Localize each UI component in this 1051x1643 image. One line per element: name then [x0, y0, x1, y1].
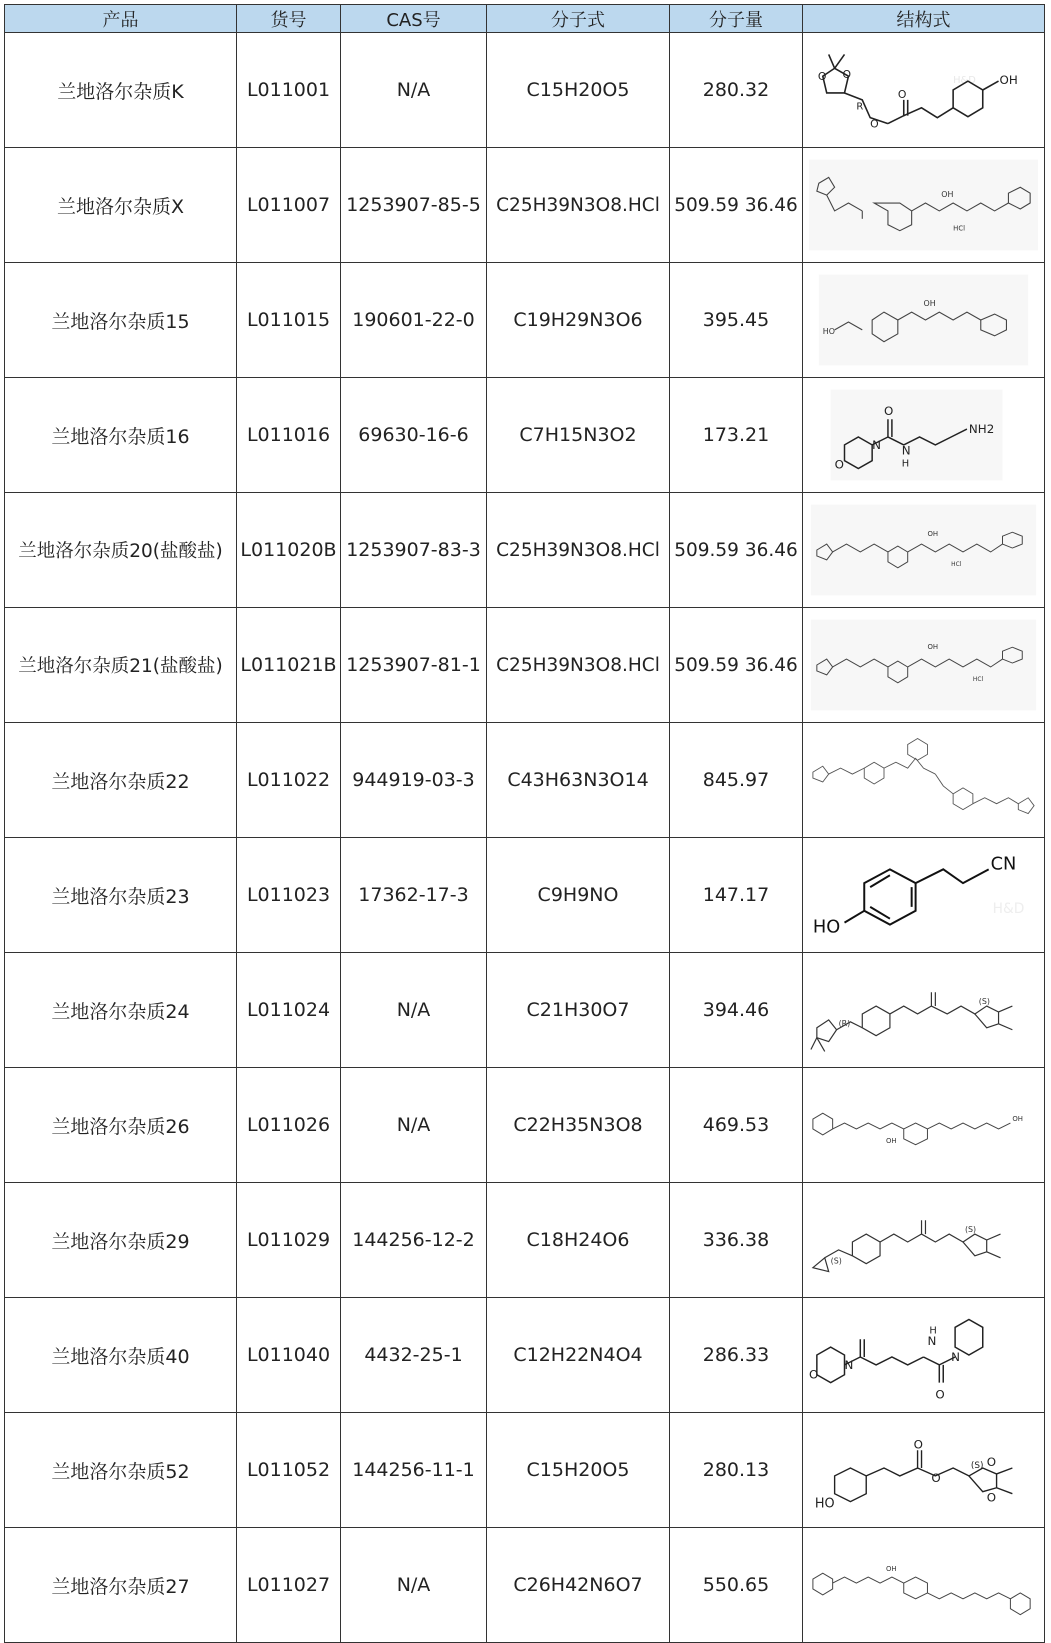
structure-27-image — [805, 1533, 1042, 1637]
structure-label: OH — [999, 73, 1018, 88]
cas-number: 4432-25-1 — [341, 1298, 487, 1413]
cas-number: 1253907-81-1 — [341, 608, 487, 723]
molecular-weight: 395.45 — [670, 263, 803, 378]
cas-number: 1253907-83-3 — [341, 493, 487, 608]
structure-cell — [803, 148, 1045, 263]
watermark: H&D — [953, 75, 976, 87]
structure-label: N — [844, 1357, 854, 1372]
structure-label: HO — [822, 326, 835, 336]
product-name: 兰地洛尔杂质23 — [5, 838, 237, 953]
structure-52-image — [805, 1418, 1042, 1522]
structure-label: OH — [923, 299, 936, 309]
product-name: 兰地洛尔杂质22 — [5, 723, 237, 838]
table-header-row — [5, 5, 1045, 33]
structure-label: HCl — [972, 676, 984, 683]
structure-label: N — [951, 1349, 961, 1364]
molecular-weight: 509.59 36.46 — [670, 608, 803, 723]
structure-k-image — [805, 38, 1042, 142]
structure-label: O — [842, 68, 852, 82]
cas-number: 944919-03-3 — [341, 723, 487, 838]
structure-label: HO — [814, 1496, 835, 1512]
structure-cell — [803, 953, 1045, 1068]
product-name: 兰地洛尔杂质20(盐酸盐) — [5, 493, 237, 608]
table-row — [5, 1183, 1045, 1298]
structure-label: HCl — [951, 561, 962, 568]
structure-label: O — [808, 1367, 819, 1382]
sku: L011027 — [237, 1528, 341, 1643]
sku: L011021B — [237, 608, 341, 723]
sku: L011029 — [237, 1183, 341, 1298]
molecular-formula: C21H30O7 — [487, 953, 670, 1068]
product-name: 兰地洛尔杂质40 — [5, 1298, 237, 1413]
structure-cell — [803, 378, 1045, 493]
cas-number: 144256-12-2 — [341, 1183, 487, 1298]
sku: L011052 — [237, 1413, 341, 1528]
sku: L011001 — [237, 33, 341, 148]
table-row — [5, 723, 1045, 838]
structure-26-image — [805, 1073, 1042, 1177]
sku: L011026 — [237, 1068, 341, 1183]
structure-label: (R) — [838, 1018, 851, 1028]
header-mw: 分子量 — [670, 5, 803, 33]
structure-label: O — [986, 1490, 997, 1505]
cas-number: 144256-11-1 — [341, 1413, 487, 1528]
cas-number: 17362-17-3 — [341, 838, 487, 953]
table-row — [5, 1068, 1045, 1183]
structure-23-image — [805, 843, 1042, 947]
sku: L011007 — [237, 148, 341, 263]
molecular-formula: C25H39N3O8.HCl — [487, 493, 670, 608]
product-name: 兰地洛尔杂质15 — [5, 263, 237, 378]
product-name: 兰地洛尔杂质29 — [5, 1183, 237, 1298]
sku: L011016 — [237, 378, 341, 493]
sku: L011024 — [237, 953, 341, 1068]
table-row — [5, 1528, 1045, 1643]
structure-label: NH2 — [968, 422, 995, 437]
cas-number: N/A — [341, 33, 487, 148]
structure-label: (S) — [830, 1256, 842, 1266]
product-name: 兰地洛尔杂质X — [5, 148, 237, 263]
molecular-formula: C25H39N3O8.HCl — [487, 608, 670, 723]
structure-label: (S) — [978, 997, 990, 1007]
product-name: 兰地洛尔杂质21(盐酸盐) — [5, 608, 237, 723]
structure-label: OH — [927, 643, 939, 652]
table-row — [5, 378, 1045, 493]
molecular-weight: 280.32 — [670, 33, 803, 148]
sku: L011015 — [237, 263, 341, 378]
structure-21-image — [805, 613, 1042, 717]
structure-label: O — [913, 1437, 923, 1452]
structure-cell — [803, 1413, 1045, 1528]
molecular-formula: C26H42N6O7 — [487, 1528, 670, 1643]
header-formula: 分子式 — [487, 5, 670, 33]
structure-label: HO — [812, 917, 841, 938]
structure-x-image — [805, 153, 1042, 257]
molecular-formula: C12H22N4O4 — [487, 1298, 670, 1413]
structure-cell — [803, 263, 1045, 378]
structure-label: N — [872, 437, 882, 452]
molecular-formula: C25H39N3O8.HCl — [487, 148, 670, 263]
structure-label: O — [935, 1387, 945, 1402]
structure-label: O — [931, 1470, 941, 1485]
cas-number: 190601-22-0 — [341, 263, 487, 378]
structure-label: O — [834, 457, 844, 472]
structure-label: H — [901, 458, 910, 470]
structure-label: (S) — [964, 1225, 977, 1235]
molecular-formula: C19H29N3O6 — [487, 263, 670, 378]
cas-number: 1253907-85-5 — [341, 148, 487, 263]
structure-15-image — [805, 268, 1042, 372]
structure-cell — [803, 493, 1045, 608]
molecular-weight: 336.38 — [670, 1183, 803, 1298]
structure-40-image — [805, 1303, 1042, 1407]
table-row — [5, 838, 1045, 953]
structure-label: OH — [941, 190, 954, 200]
header-sku: 货号 — [237, 5, 341, 33]
structure-29-image — [805, 1188, 1042, 1292]
product-name: 兰地洛尔杂质27 — [5, 1528, 237, 1643]
header-product: 产品 — [5, 5, 237, 33]
molecular-weight: 509.59 36.46 — [670, 148, 803, 263]
structure-label: O — [986, 1455, 997, 1470]
structure-label: CN — [990, 854, 1017, 875]
structure-16-image — [805, 383, 1042, 487]
structure-label: OH — [885, 1136, 897, 1145]
table-row — [5, 33, 1045, 148]
cas-number: 69630-16-6 — [341, 378, 487, 493]
structure-label: O — [897, 87, 907, 101]
product-name: 兰地洛尔杂质16 — [5, 378, 237, 493]
sku: L011040 — [237, 1298, 341, 1413]
structure-label: H — [929, 1325, 937, 1337]
structure-label: N — [927, 1334, 937, 1349]
molecular-weight: 469.53 — [670, 1068, 803, 1183]
header-cas: CAS号 — [341, 5, 487, 33]
structure-cell — [803, 838, 1045, 953]
structure-label: OH — [885, 1565, 897, 1574]
cas-number: N/A — [341, 1528, 487, 1643]
sku: L011022 — [237, 723, 341, 838]
structure-22-image — [805, 728, 1042, 832]
molecular-weight: 173.21 — [670, 378, 803, 493]
structure-20-image — [805, 498, 1042, 602]
structure-label: N — [901, 443, 911, 458]
structure-cell — [803, 608, 1045, 723]
product-name: 兰地洛尔杂质52 — [5, 1413, 237, 1528]
structure-cell — [803, 1298, 1045, 1413]
structure-label: O — [870, 117, 879, 131]
molecular-weight: 845.97 — [670, 723, 803, 838]
molecular-weight: 280.13 — [670, 1413, 803, 1528]
structure-cell — [803, 1068, 1045, 1183]
molecular-formula: C18H24O6 — [487, 1183, 670, 1298]
molecular-weight: 550.65 — [670, 1528, 803, 1643]
molecular-formula: C9H9NO — [487, 838, 670, 953]
table-row — [5, 263, 1045, 378]
structure-label: (S) — [970, 1461, 984, 1472]
molecular-formula: C15H20O5 — [487, 1413, 670, 1528]
structure-24-image — [805, 958, 1042, 1062]
sku: L011020B — [237, 493, 341, 608]
molecular-formula: C7H15N3O2 — [487, 378, 670, 493]
structure-cell — [803, 1528, 1045, 1643]
product-name: 兰地洛尔杂质24 — [5, 953, 237, 1068]
table-row — [5, 148, 1045, 263]
molecular-formula: C43H63N3O14 — [487, 723, 670, 838]
molecular-formula: C15H20O5 — [487, 33, 670, 148]
molecular-weight: 286.33 — [670, 1298, 803, 1413]
table-row — [5, 1413, 1045, 1528]
structure-label: O — [817, 70, 827, 84]
sku: L011023 — [237, 838, 341, 953]
structure-cell — [803, 1183, 1045, 1298]
product-name: 兰地洛尔杂质K — [5, 33, 237, 148]
structure-label: O — [884, 404, 894, 419]
table-row — [5, 953, 1045, 1068]
table-row — [5, 493, 1045, 608]
molecular-weight: 394.46 — [670, 953, 803, 1068]
structure-cell — [803, 33, 1045, 148]
structure-cell — [803, 723, 1045, 838]
cas-number: N/A — [341, 953, 487, 1068]
watermark: H&D — [992, 900, 1025, 917]
table-row — [5, 608, 1045, 723]
molecular-weight: 147.17 — [670, 838, 803, 953]
cas-number: N/A — [341, 1068, 487, 1183]
molecular-weight: 509.59 36.46 — [670, 493, 803, 608]
table-row — [5, 1298, 1045, 1413]
molecular-formula: C22H35N3O8 — [487, 1068, 670, 1183]
structure-label: R — [856, 101, 864, 113]
structure-label: OH — [1012, 1115, 1024, 1124]
structure-label: HCl — [953, 224, 966, 233]
header-structure: 结构式 — [803, 5, 1045, 33]
impurity-table — [4, 4, 1045, 1643]
product-name: 兰地洛尔杂质26 — [5, 1068, 237, 1183]
structure-label: OH — [927, 530, 939, 539]
